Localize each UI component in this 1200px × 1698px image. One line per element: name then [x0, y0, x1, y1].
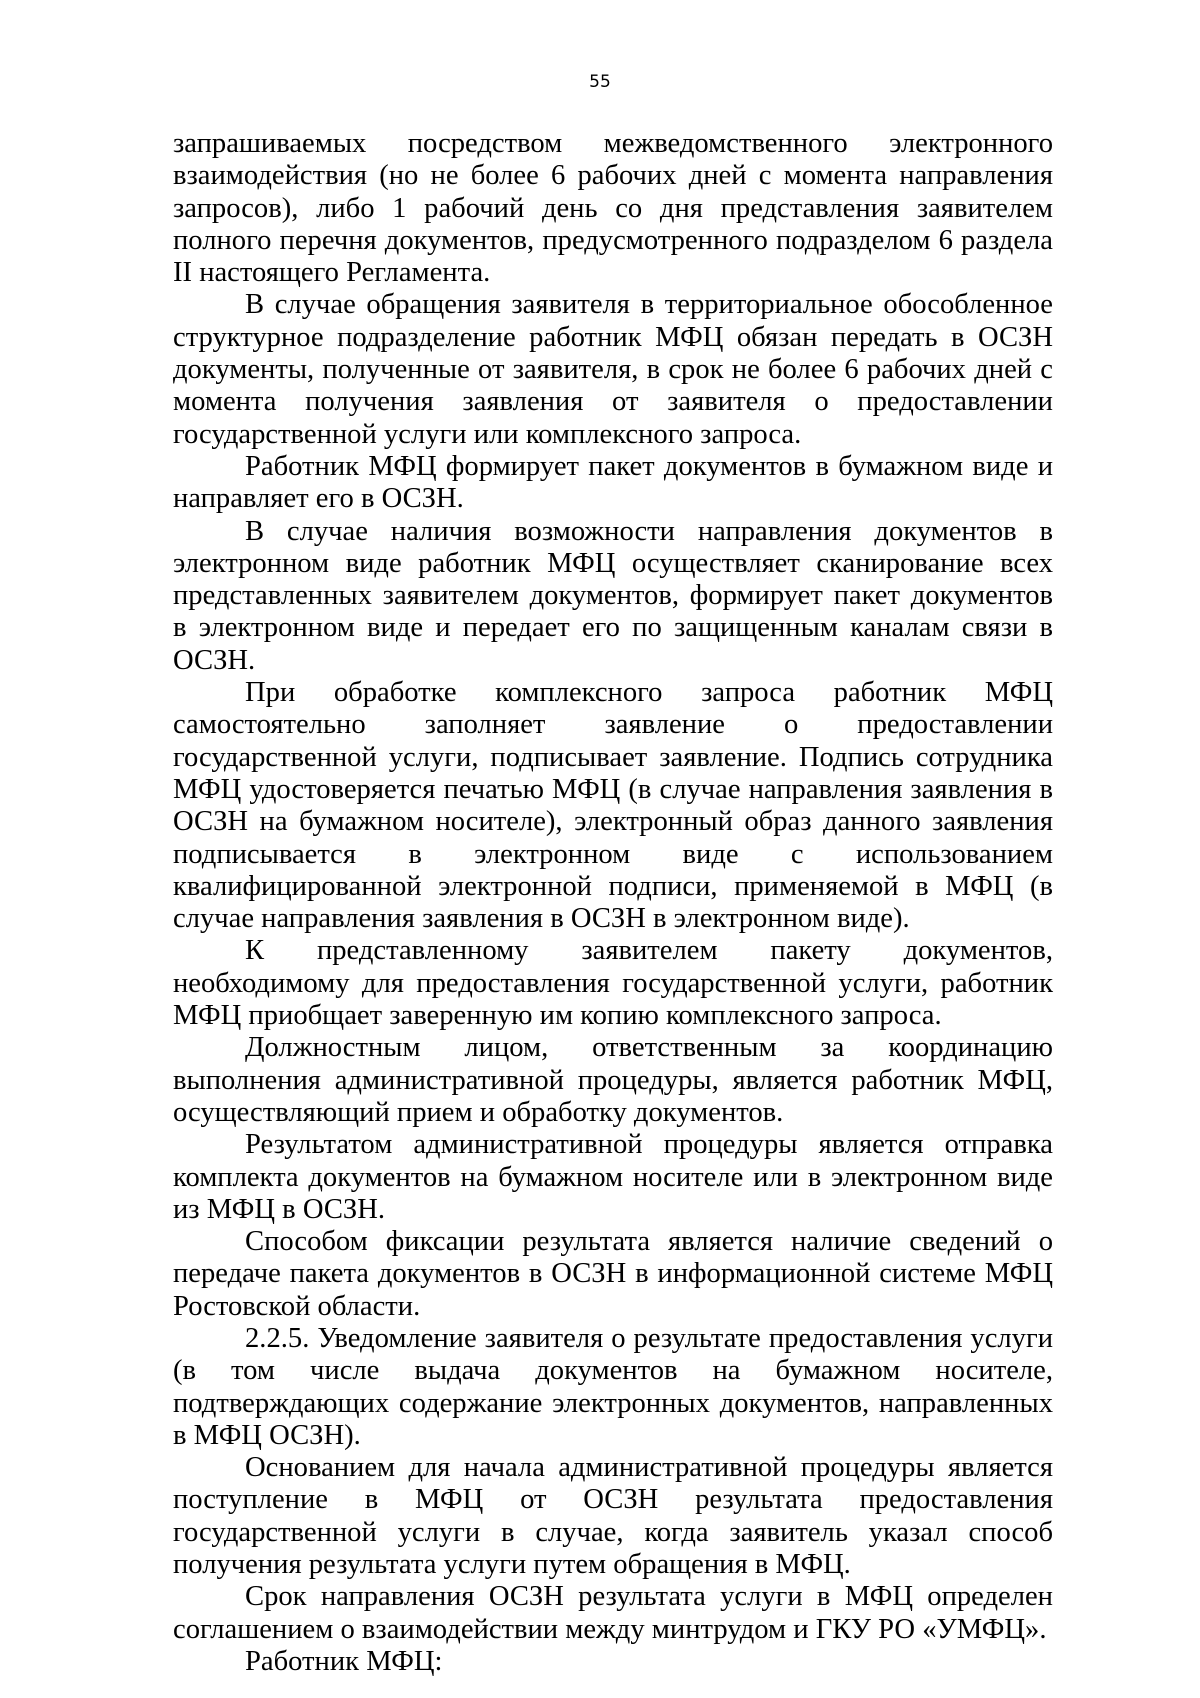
paragraph: Срок направления ОСЗН результата услуги в МФЦ определен соглашением о взаимодействии между минтрудом и ГКУ РО «УМФЦ». [173, 1581, 1053, 1645]
document-body [173, 128, 1053, 1678]
paragraph: Должностным лицом, ответственным за координацию выполнения административной процедуры, является работник МФЦ, осуществляющий прием и обработку документов. [173, 1032, 1053, 1128]
paragraph: Основанием для начала административной процедуры является поступление в МФЦ от ОСЗН результата предоставления государственной услуги в случае, когда заявитель указал способ получения результата услуги путем обращения в МФЦ. [173, 1452, 1053, 1581]
paragraph: При обработке комплексного запроса работник МФЦ самостоятельно заполняет заявление о предоставлении государственной услуги, подписывает заявление. Подпись сотрудника МФЦ удостоверяется печатью МФЦ (в случае направления заявления в ОСЗН на бумажном носителе), электронный образ данного заявления подписывается в электронном виде с использованием квалифицированной электронной подписи, применяемой в МФЦ (в случае направления заявления в ОСЗН в электронном виде). [173, 677, 1053, 935]
paragraph: Способом фиксации результата является наличие сведений о передаче пакета документов в ОСЗН в информационной системе МФЦ Ростовской области. [173, 1226, 1053, 1322]
page-number: 55 [589, 72, 611, 92]
paragraph: Работник МФЦ формирует пакет документов в бумажном виде и направляет его в ОСЗН. [173, 450, 1053, 515]
paragraph: Работник МФЦ: [245, 1645, 443, 1677]
paragraph: В случае обращения заявителя в территориальное обособленное структурное подразделение работник МФЦ обязан передать в ОСЗН документы, полученные от заявителя, в срок не более 6 рабочих дней с момента получения заявления от заявителя о предоставлении государственной услуги или комплексного запроса. [173, 289, 1053, 450]
paragraph: В случае наличия возможности направления документов в электронном виде работник МФЦ осуществляет сканирование всех представленных заявителем документов, формирует пакет документов в электронном виде и передает его по защищенным каналам связи в ОСЗН. [173, 515, 1053, 676]
paragraph: К представленному заявителем пакету документов, необходимому для предоставления государственной услуги, работник МФЦ приобщает заверенную им копию комплексного запроса. [173, 935, 1053, 1032]
paragraph: запрашиваемых посредством межведомственного электронного взаимодействия (но не более 6 рабочих дней с момента направления запросов), либо 1 рабочий день со дня представления заявителем полного перечня документов, предусмотренного подразделом 6 раздела II настоящего Регламента. [173, 128, 1053, 289]
paragraph: Результатом административной процедуры является отправка комплекта документов на бумажном носителе или в электронном виде из МФЦ в ОСЗН. [173, 1129, 1053, 1225]
section-heading-2-2-5: 2.2.5. Уведомление заявителя о результате предоставления услуги (в том числе выдача документов на бумажном носителе, подтверждающих содержание электронных документов, направленных в МФЦ ОСЗН). [173, 1322, 1053, 1451]
